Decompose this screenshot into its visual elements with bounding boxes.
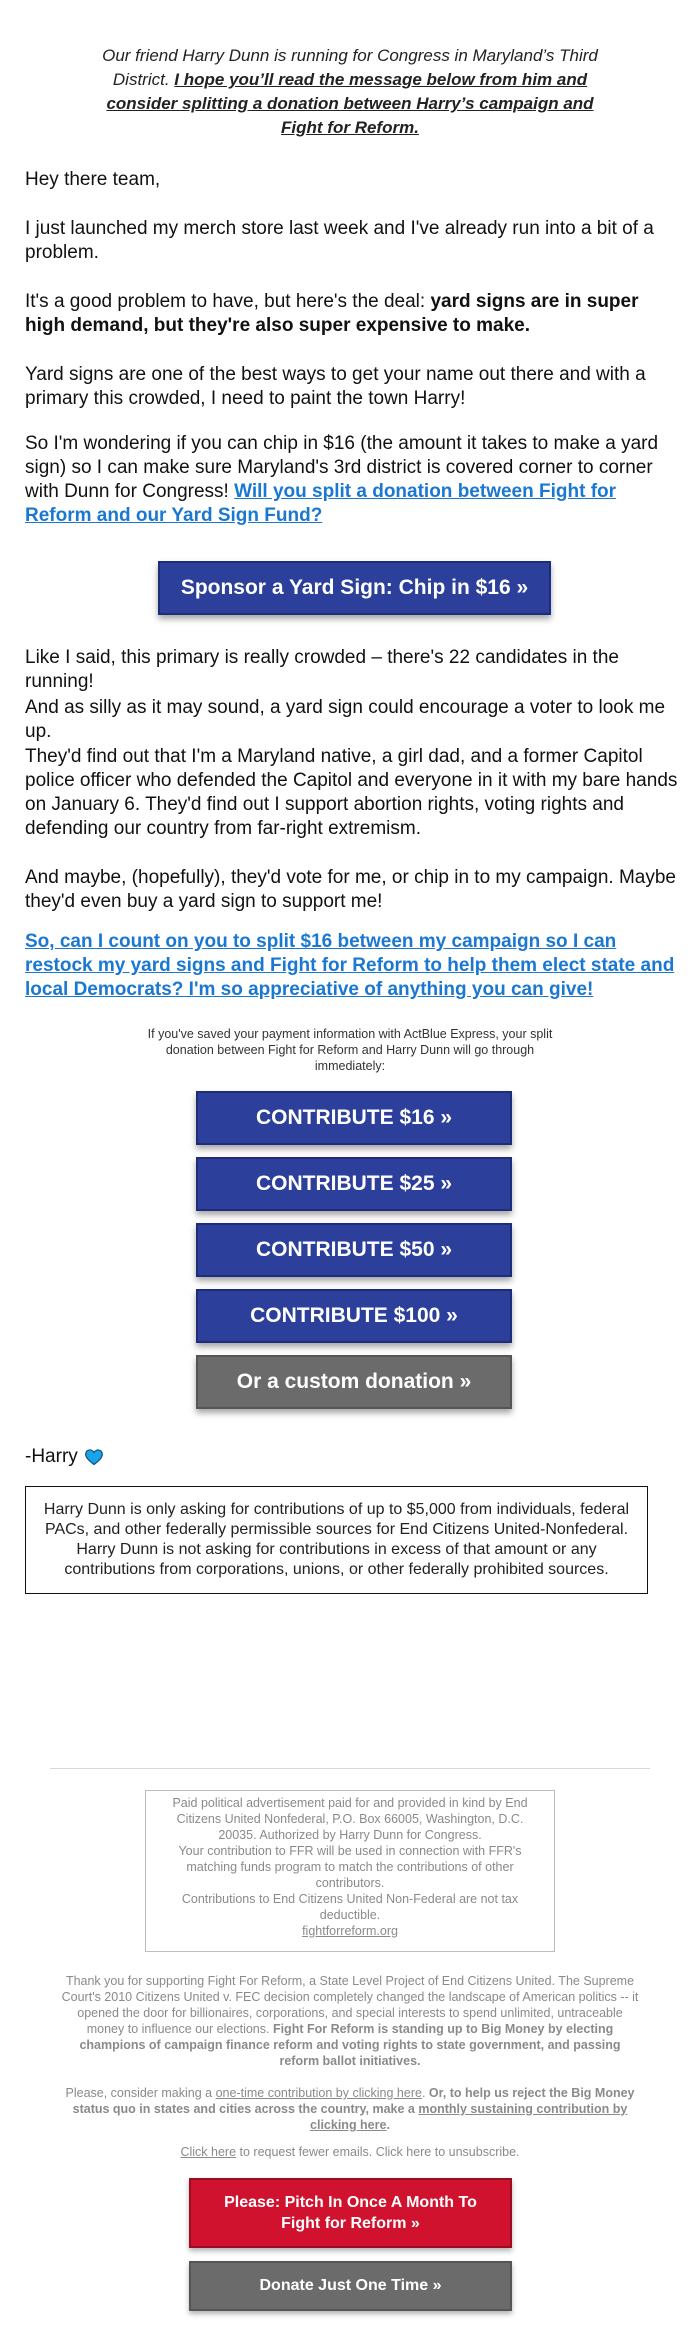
paragraph-merch: I just launched my merch store last week and I've already run into a bit of a problem. (25, 218, 654, 263)
one-time-donation-button[interactable]: Donate Just One Time » (189, 2261, 512, 2311)
intro-lead: Our friend Harry Dunn is running for Congress in Maryland’s Third District. (102, 46, 598, 89)
paragraph-crowded-primary: Like I said, this primary is really crowded – there's 22 candidates in the running! (25, 647, 619, 692)
signature-text: -Harry (25, 1446, 78, 1467)
site-link[interactable]: fightforreform.org (302, 1924, 398, 1938)
split-donation-link[interactable]: Will you split a donation between Fight for Reform and our Yard Sign Fund? (25, 481, 617, 526)
intro-emphasis: I hope you’ll read the message below from him and consider splitting a donation between Harry’s campaign and Fight for Reform. (106, 70, 594, 137)
paragraph-vote-for-me: And maybe, (hopefully), they'd vote for me, or chip in to my campaign. Maybe they'd even buy a yard sign to support me! (25, 867, 676, 912)
actblue-express-note: If you've saved your payment information with ActBlue Express, your split donation between Fight for Reform and Harry Dunn will go through immediately: (147, 1027, 553, 1073)
footer-consider-end: . (386, 2118, 390, 2132)
footer-divider (50, 1768, 650, 1769)
footer-thanks (60, 1973, 640, 2069)
fewer-emails-link[interactable]: Click here (180, 2145, 237, 2159)
monthly-contribution-link[interactable]: monthly sustaining contribution by clicking here (310, 2102, 628, 2132)
footer-fewer-emails (60, 2144, 640, 2160)
sponsor-yard-sign-button[interactable]: Sponsor a Yard Sign: Chip in $16 » (158, 561, 551, 615)
greeting: Hey there team, (25, 169, 161, 190)
matching-funds-line: Your contribution to FFR will be used in connection with FFR's matching funds program to match the contributions of other contributors. (178, 1844, 522, 1890)
one-time-contribution-link[interactable]: one-time contribution by clicking here (215, 2086, 422, 2100)
contribute-16-button[interactable]: CONTRIBUTE $16 » (196, 1091, 512, 1145)
paragraph-chip-in-start: So I'm wondering if you can chip in $16 (the amount it takes to make a yard sign) so I can make sure Maryland's 3rd district is covered corner to corner with Dunn for Congress! (25, 433, 659, 502)
blue-heart-icon (84, 1447, 104, 1467)
monthly-donation-button[interactable]: Please: Pitch In Once A Month To Fight for Reform » (189, 2178, 512, 2248)
footer-thanks-bold: Fight For Reform is standing up to Big Money by electing champions of campaign finance reform and voting rights to state government, and passing reform ballot initiatives. (79, 2022, 621, 2068)
final-ask-link[interactable]: So, can I count on you to split $16 between my campaign so I can restock my yard signs and Fight for Reform to help them elect state and local Democrats? I'm so appreciative of anything you can give! (25, 931, 675, 1000)
footer-consider-text: Please, consider making a (65, 2086, 216, 2100)
intro-note (100, 44, 600, 140)
paid-for-box (145, 1790, 555, 1952)
footer-consider-bold-text: Or, to help us reject the Big Money status quo in states and cities across the country, make a (72, 2086, 635, 2116)
paragraph-yard-signs-demand (25, 290, 680, 338)
paragraph-paint-town: Yard signs are one of the best ways to get your name out there and with a primary this crowded, I need to paint the town Harry! (25, 364, 646, 409)
footer-thanks-text: Thank you for supporting Fight For Reform, a State Level Project of End Citizens United. The Supreme Court's 2010 Citizens United v. FEC decision completely changed the landscape of American politics -- it opened the door for billionaires, corporations, and special interests to spend unlimited, untraceable money to influence our elections. (61, 1974, 639, 2036)
paragraph-look-me-up: And as silly as it may sound, a yard sign could encourage a voter to look me up. (25, 697, 666, 742)
contribute-100-button[interactable]: CONTRIBUTE $100 » (196, 1289, 512, 1343)
paragraph-final-ask (25, 930, 680, 1002)
paragraph-yard-signs-demand-bold: yard signs are in super high demand, but they're also super expensive to make. (25, 291, 639, 336)
contribute-50-button[interactable]: CONTRIBUTE $50 » (196, 1223, 512, 1277)
custom-donation-button[interactable]: Or a custom donation » (196, 1355, 512, 1409)
footer-consider-sep: . (421, 2086, 429, 2100)
footer-consider (60, 2085, 640, 2133)
signature (25, 1446, 104, 1468)
paid-for-line: Paid political advertisement paid for and provided in kind by End Citizens United Nonfederal, P.O. Box 66005, Washington, D.C. 20035. Authorized by Harry Dunn for Congress. (172, 1796, 528, 1842)
paragraph-chip-in (25, 432, 680, 528)
paragraph-yard-signs-demand-start: It's a good problem to have, but here's the deal: (25, 291, 431, 312)
paragraph-background: They'd find out that I'm a Maryland native, a girl dad, and a former Capitol police officer who defended the Capitol and everyone in it with my bare hands on January 6. They'd find out I support abortion rights, voting rights and defending our country from far-right extremism. (25, 746, 678, 839)
contribution-disclaimer: Harry Dunn is only asking for contributions of up to $5,000 from individuals, federal PACs, and other federally permissible sources for End Citizens United-Nonfederal. Harry Dunn is not asking for contributions in excess of that amount or any contributions from corporations, unions, or other federally prohibited sources. (25, 1486, 648, 1594)
fewer-emails-text: to request fewer emails. Click here to unsubscribe. (236, 2145, 520, 2159)
tax-deductible-line: Contributions to End Citizens United Non-Federal are not tax deductible. (181, 1892, 519, 1922)
contribute-25-button[interactable]: CONTRIBUTE $25 » (196, 1157, 512, 1211)
